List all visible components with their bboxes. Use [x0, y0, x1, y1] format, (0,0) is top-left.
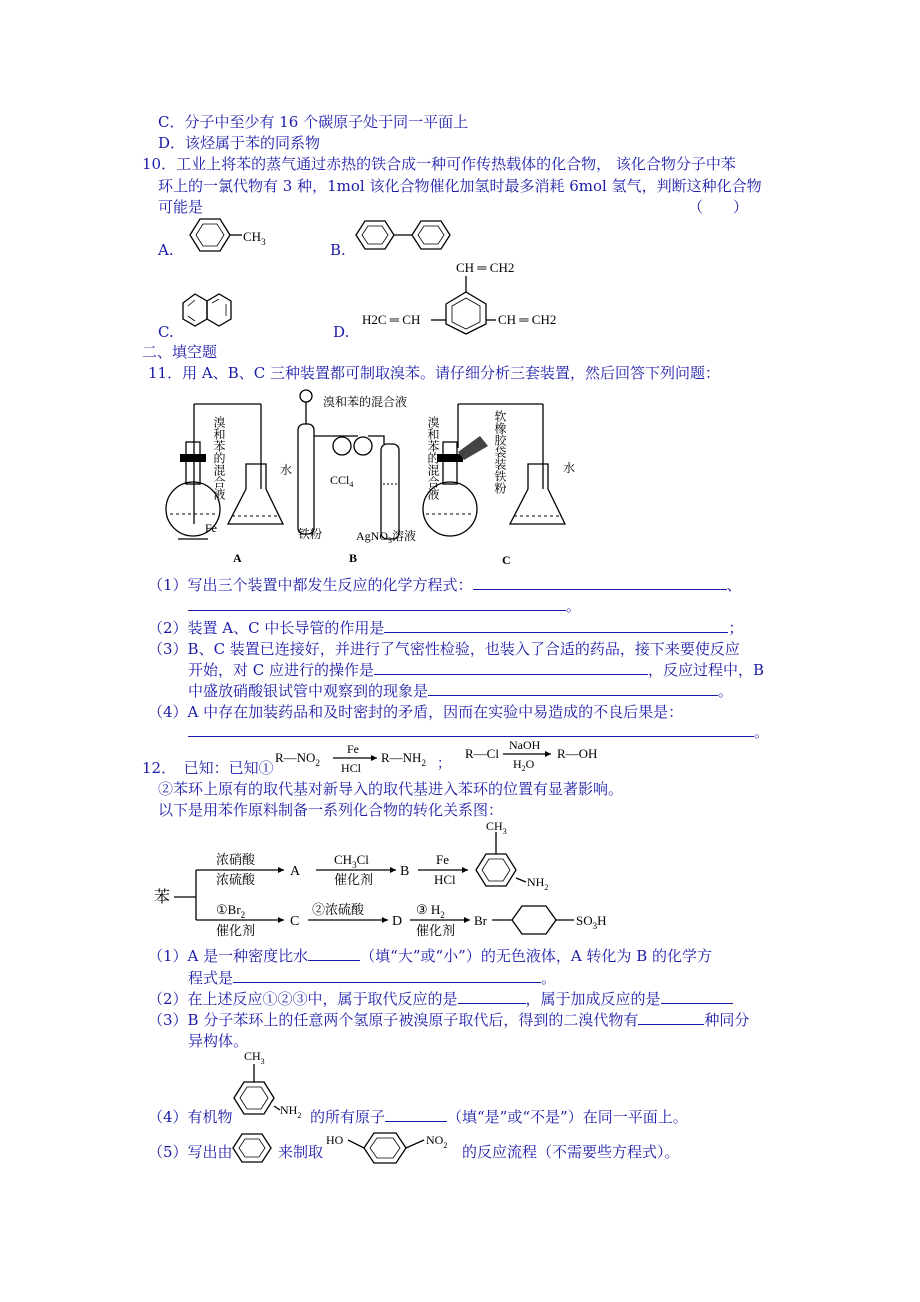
apparatus-c [423, 404, 575, 567]
b-agno3-label: AgNO$_3$溶液 [356, 529, 417, 545]
small-ch3: $CH_3$ [244, 1049, 265, 1066]
q12-part4: 的所有原子 （填“是”或“不是”）在同一平面上。 [310, 1108, 688, 1126]
a-fe-label: Fe [205, 521, 217, 535]
answer-blank[interactable] [385, 1107, 447, 1122]
q10-stem-line1: 10．工业上将苯的蒸气通过赤热的铁合成一种可作传热载体的化合物， 该化合物分子中苯 [142, 155, 736, 173]
node-a: A [290, 864, 301, 879]
separator: ； [437, 757, 451, 772]
p-nitrophenol-structure [326, 1128, 462, 1168]
answer-blank[interactable] [458, 989, 526, 1004]
r1-bottom: HCl [341, 761, 362, 775]
c-rubber-label: 软橡胶袋装铁粉 [493, 410, 507, 494]
top3-a: Fe [436, 852, 449, 867]
q12-part5-mid: 来制取 [278, 1143, 324, 1161]
vinyl-right-label: CH ═ CH2 [498, 312, 557, 327]
q11-part4: （4）A 中存在加装药品和及时密封的矛盾，因而在实验中易造成的不良后果是： [148, 703, 684, 721]
q10-option-d-label: D. [333, 323, 350, 341]
product-so3h: $SO_3H$ [576, 913, 607, 931]
q10-option-a-label: A. [158, 241, 174, 259]
answer-blank[interactable] [308, 946, 360, 961]
b-top-label: 溴和苯的混合液 [323, 395, 408, 409]
node-d: D [392, 914, 403, 929]
naphthalene-structure [178, 288, 248, 334]
biphenyl-structure [352, 216, 467, 256]
node-b: B [400, 864, 410, 879]
cyclohexane-ring [512, 906, 556, 934]
answer-blank[interactable] [638, 1010, 704, 1025]
q11-part2: （2）装置 A、C 中长导管的作用是 ； [148, 619, 744, 637]
q12-part3-line2: 异构体。 [188, 1032, 249, 1050]
answer-blank[interactable] [428, 681, 718, 696]
node-c: C [290, 914, 300, 929]
q11-part3-line2: 开始，对 C 应进行的操作是 ，反应过程中，B [188, 661, 765, 679]
top2-a: $CH_3Cl$ [334, 852, 369, 870]
trivinylbenzene-structure [356, 254, 576, 338]
q12-part4-pre: （4）有机物 [148, 1108, 233, 1126]
q10-option-b-label: B. [330, 241, 346, 259]
q9-option-c: C．分子中至少有 16 个碳原子处于同一平面上 [158, 113, 469, 131]
r2-left: R—Cl [465, 746, 499, 761]
top1-b: 浓硫酸 [216, 872, 256, 887]
toluene-ch3-label: $CH_3$ [243, 229, 266, 247]
r1-right: $R—NH_2$ [381, 750, 426, 768]
top1-a: 浓硝酸 [216, 852, 256, 867]
answer-blank[interactable] [188, 596, 566, 611]
q12-part2: （2）在上述反应①②③中，属于取代反应的是 ，属于加成反应的是 [148, 989, 733, 1009]
a-vertical-label: 溴和苯的混合液 [212, 416, 226, 500]
scheme-benzene: 苯 [154, 889, 171, 906]
c-vertical-label: 溴和苯的混合液 [426, 416, 440, 500]
no2-label: $NO_2$ [426, 1133, 448, 1150]
c-water-label: 水 [563, 461, 576, 475]
answer-blank[interactable] [188, 722, 754, 737]
r1-top: Fe [347, 742, 359, 756]
q11-part1-cont: 。 [188, 596, 581, 616]
q9-option-d: D．该烃属于苯的同系物 [158, 134, 321, 152]
q12-part1-line2: 程式是 。 [188, 969, 557, 987]
r2-right: R—OH [557, 746, 598, 761]
a-letter: A [233, 551, 242, 565]
b-iron-label: 铁粉 [298, 527, 323, 541]
section-title: 二、填空题 [142, 343, 218, 361]
synthesis-scheme [152, 818, 622, 948]
top3-b: HCl [434, 872, 456, 887]
q12-part1-line1: （1）A 是一种密度比水 （填“大”或“小”）的无色液体，A 转化为 B 的化学方 [148, 947, 712, 965]
answer-blank[interactable] [661, 989, 733, 1004]
toluene-structure [180, 214, 280, 260]
answer-blank[interactable] [473, 575, 727, 590]
small-nh2: $NH_2$ [280, 1103, 302, 1120]
product-br: Br [474, 913, 487, 928]
r1-left: $R—NO_2$ [275, 750, 320, 768]
bot3-b: 催化剂 [416, 923, 456, 938]
q12-part5-tail: 的反应流程（不需要些方程式）。 [462, 1143, 680, 1161]
r2-bottom: $H_2O$ [513, 757, 535, 773]
m-toluidine-structure [476, 819, 548, 892]
q11-part3-line1: （3）B、C 装置已连接好，并进行了气密性检验，也装入了合适的药品，接下来要使反应 [148, 640, 740, 658]
q12-part3-line1: （3）B 分子苯环上的任意两个氢原子被溴原子取代后，得到的二溴代物有 种同分 [148, 1011, 750, 1029]
answer-parentheses: （ ） [688, 198, 749, 216]
q12-line2: ②苯环上原有的取代基对新导入的取代基进入苯环的位置有显著影响。 [158, 780, 624, 798]
b-ccl4-label: CCl$_4$ [330, 473, 354, 489]
bot2-a: ②浓硫酸 [312, 902, 365, 917]
vinyl-top-label: CH ═ CH2 [456, 260, 515, 275]
given-reactions [275, 738, 615, 780]
ho-label: HO [326, 1133, 344, 1147]
q11-part3-line3: 中盛放硝酸银试管中观察到的现象是 。 [188, 682, 734, 700]
svg-text:NH2: $NH_2$ [527, 875, 549, 892]
svg-text:CH3: $CH_3$ [486, 819, 507, 836]
answer-blank[interactable] [233, 968, 541, 983]
q10-option-c-label: C. [158, 323, 174, 341]
answer-blank[interactable] [384, 618, 728, 633]
benzene-structure [230, 1130, 280, 1166]
q10-stem-line2: 环上的一氯代物有 3 种，1mol 该化合物催化加氢时最多消耗 6mol 氢气，判断这种化合物 [158, 177, 762, 195]
vinyl-left-label: H2C ═ CH [362, 312, 421, 327]
q12-part5-pre: （5）写出由 [148, 1143, 233, 1161]
a-water-label: 水 [280, 463, 293, 477]
q11-stem: 11．用 A、B、C 三种装置都可制取溴苯。请仔细分析三套装置，然后回答下列问题： [148, 364, 720, 382]
bot3-a: ③ $H_2$ [416, 902, 445, 920]
answer-blank[interactable] [374, 660, 648, 675]
q11-part4-cont: 。 [188, 722, 769, 742]
top2-b: 催化剂 [334, 872, 374, 887]
m-toluidine-small [228, 1048, 318, 1128]
bot1-a: $①Br_2$ [216, 902, 246, 920]
q12-line3: 以下是用苯作原料制备一系列化合物的转化关系图： [158, 801, 504, 819]
r2-top: NaOH [509, 738, 541, 752]
q11-part1: （1）写出三个装置中都发生反应的化学方程式： 、 [148, 576, 742, 594]
b-letter: B [349, 551, 358, 565]
q10-stem-line3: 可能是 [158, 198, 204, 216]
bromobenzene-apparatus-figure [158, 384, 578, 574]
c-letter: C [502, 553, 511, 567]
apparatus-a [166, 404, 292, 565]
bot1-b: 催化剂 [216, 923, 256, 938]
apparatus-b [298, 390, 416, 565]
q12-stem: 12． 已知：已知① [142, 759, 274, 777]
